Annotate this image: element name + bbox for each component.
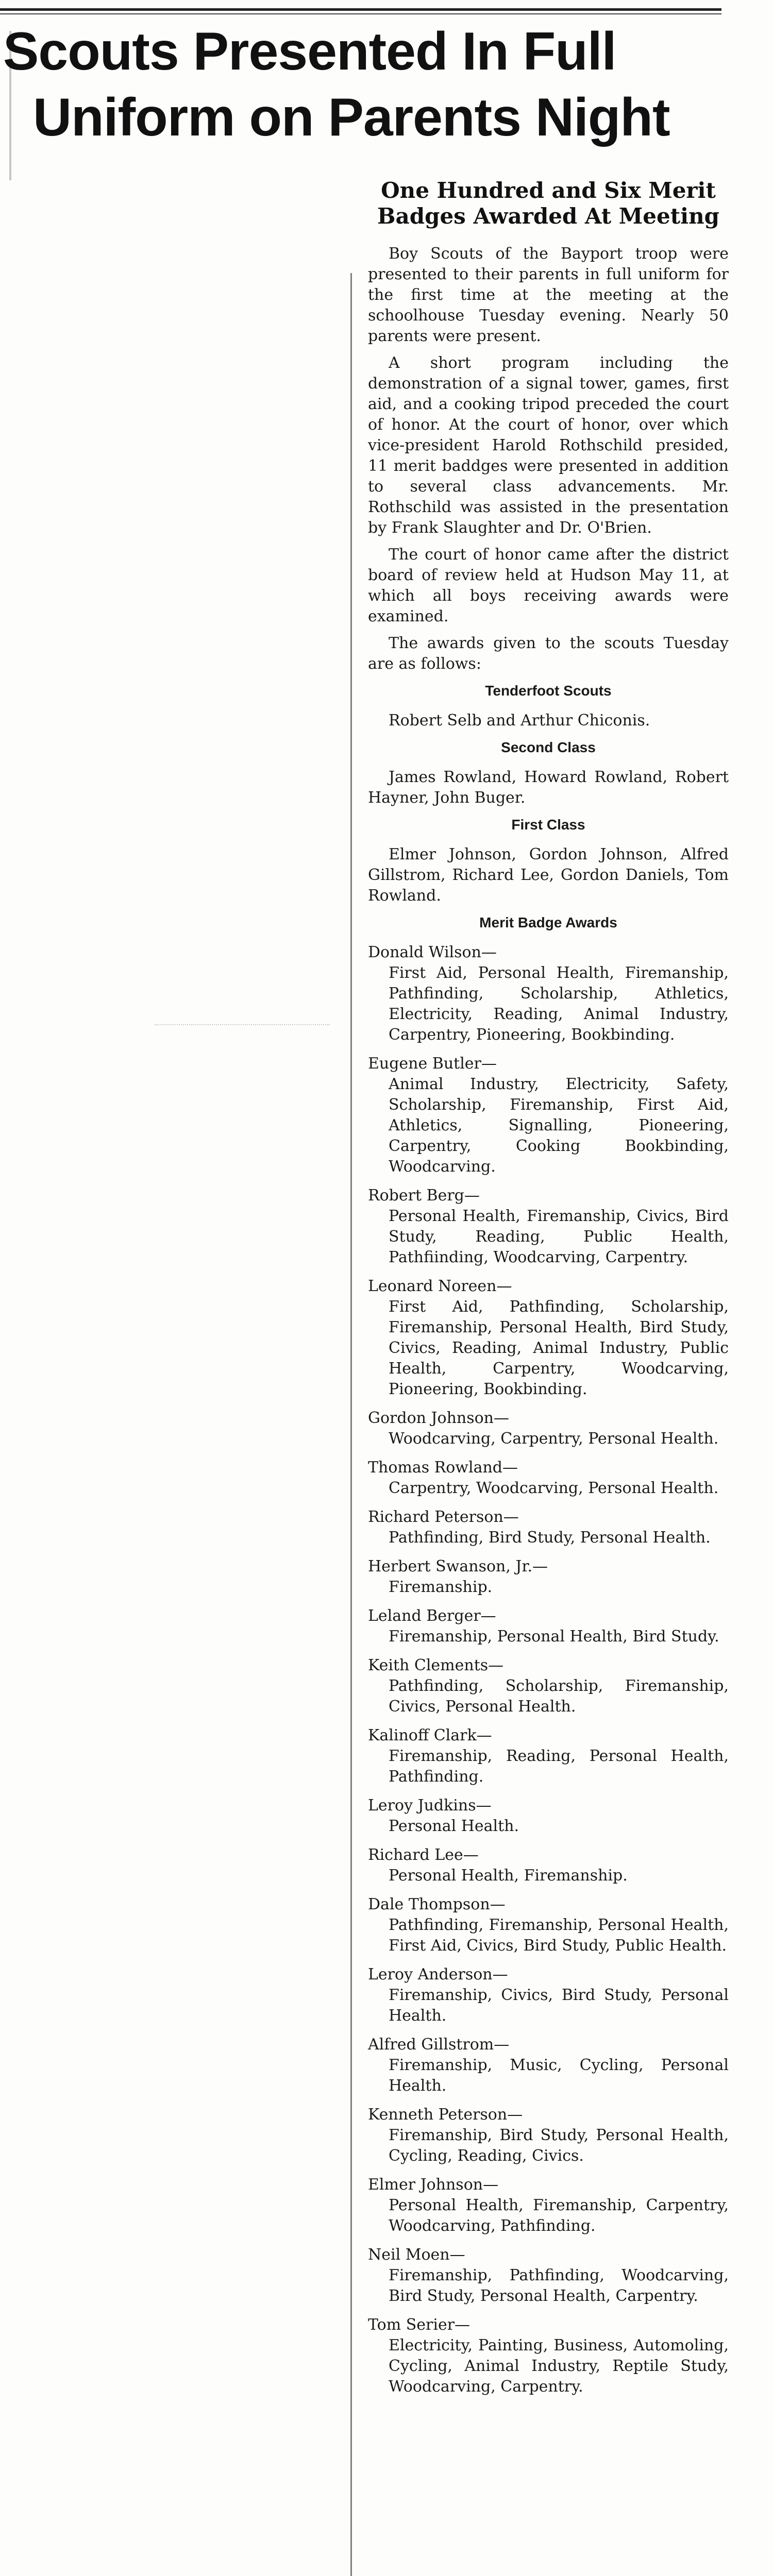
scout-name: Dale Thompson—	[368, 1895, 506, 1913]
scout-name: Richard Lee—	[368, 1846, 479, 1864]
badge-list: Firemanship, Reading, Personal Health, Pathfinding.	[389, 1747, 729, 1786]
scout-name: Leroy Anderson—	[368, 1965, 508, 1984]
merit-award-item	[368, 942, 729, 1045]
scout-name: Leland Berger—	[368, 1607, 496, 1625]
scout-name: Thomas Rowland—	[368, 1459, 518, 1477]
merit-award-item	[368, 2105, 729, 2166]
merit-award-item	[368, 2315, 729, 2397]
merit-award-item	[368, 1845, 729, 1886]
merit-award-item	[368, 1185, 729, 1268]
headline	[3, 19, 725, 150]
badge-list: Firemanship, Bird Study, Personal Health, Cycling, Reading, Civics.	[389, 2126, 729, 2165]
merit-award-item	[368, 1964, 729, 2026]
badge-list: Firemanship.	[389, 1578, 493, 1596]
column-rule	[350, 273, 352, 2576]
top-border-rule	[0, 8, 721, 11]
merit-award-item	[368, 2175, 729, 2236]
scout-name: Kenneth Peterson—	[368, 2106, 523, 2124]
scout-name: Tom Serier—	[368, 2316, 470, 2334]
badge-list: Pathfinding, Bird Study, Personal Health.	[389, 1529, 711, 1547]
scout-name: Donald Wilson—	[368, 943, 497, 961]
badge-list: Personal Health, Firemanship.	[389, 1867, 628, 1885]
badge-list: Animal Industry, Electricity, Safety, Scholarship, Firemanship, First Aid, Athletics, Signalling, Pioneering, Carpentry, Cooking Bookbinding, Woodcarving.	[389, 1075, 729, 1176]
merit-award-item	[368, 1725, 729, 1787]
paragraph-4: The awards given to the scouts Tuesday are as follows:	[368, 634, 729, 673]
merit-award-item	[368, 1606, 729, 1647]
scout-name: Robert Berg—	[368, 1187, 480, 1205]
print-artifact	[155, 1024, 330, 1027]
badge-list: Electricity, Painting, Business, Automoling, Cycling, Animal Industry, Reptile Study, Woodcarving, Carpentry.	[389, 2336, 729, 2396]
scout-name: Gordon Johnson—	[368, 1409, 509, 1427]
badge-list: First Aid, Personal Health, Firemanship, Pathfinding, Scholarship, Athletics, Electricity, Reading, Animal Industry, Carpentry, Pioneering, Bookbinding.	[389, 964, 729, 1044]
badge-list: Woodcarving, Carpentry, Personal Health.	[389, 1430, 719, 1448]
merit-award-item	[368, 1054, 729, 1177]
scout-name: Neil Moen—	[368, 2246, 465, 2264]
section-heading-tenderfoot: Tenderfoot Scouts	[485, 683, 612, 699]
paragraph-2: A short program including the demonstration of a signal tower, games, first aid, and a cooking tripod preceded the court of honor. At the court of honor, over which vice-president Harold Rothschild presided, 11 merit baddges were presented in addition to several class advancements. Mr. Rothschild was assisted in the presentation by Frank Slaughter and Dr. O'Brien.	[368, 354, 729, 537]
badge-list: First Aid, Pathfinding, Scholarship, Firemanship, Personal Health, Bird Study, Civics, Reading, Animal Industry, Public Health, Carpentry, Woodcarving, Pioneering, Bookbinding.	[389, 1298, 729, 1398]
scout-name: Richard Peterson—	[368, 1508, 519, 1526]
badge-list: Firemanship, Pathfinding, Woodcarving, Bird Study, Personal Health, Carpentry.	[389, 2266, 729, 2305]
scout-name: Leroy Judkins—	[368, 1797, 492, 1815]
badge-list: Carpentry, Woodcarving, Personal Health.	[389, 1479, 719, 1497]
scout-name: Elmer Johnson—	[368, 2176, 499, 2194]
scout-name: Eugene Butler—	[368, 1055, 497, 1073]
scout-name: Leonard Noreen—	[368, 1277, 512, 1295]
second-class-names: James Rowland, Howard Rowland, Robert Hayner, John Buger.	[368, 768, 729, 807]
headline-line-2: Uniform on Parents Night	[33, 88, 670, 147]
merit-award-item	[368, 2035, 729, 2096]
merit-award-item	[368, 1556, 729, 1598]
first-class-names: Elmer Johnson, Gordon Johnson, Alfred Gillstrom, Richard Lee, Gordon Daniels, Tom Rowland.	[368, 845, 729, 905]
paragraph-1: Boy Scouts of the Bayport troop were presented to their parents in full uniform for the first time at the meeting at the schoolhouse Tuesday evening. Nearly 50 parents were present.	[368, 245, 729, 345]
merit-award-item	[368, 1655, 729, 1717]
subheadline: One Hundred and Six Merit Badges Awarded At Meeting	[377, 178, 719, 229]
merit-award-item	[368, 1408, 729, 1449]
section-heading-second-class: Second Class	[501, 739, 596, 755]
badge-list: Firemanship, Personal Health, Bird Study.	[389, 1628, 719, 1646]
scout-name: Herbert Swanson, Jr.—	[368, 1557, 548, 1575]
badge-list: Firemanship, Music, Cycling, Personal Health.	[389, 2056, 729, 2095]
merit-award-item	[368, 1458, 729, 1499]
badge-list: Pathfinding, Scholarship, Firemanship, Civics, Personal Health.	[389, 1677, 729, 1716]
paragraph-3: The court of honor came after the district board of review held at Hudson May 11, at which all boys receiving awards were examined.	[368, 546, 729, 625]
badge-list: Personal Health.	[389, 1817, 519, 1835]
merit-award-list	[368, 942, 729, 2397]
headline-line-1: Scouts Presented In Full	[3, 22, 616, 81]
section-heading-merit-badges: Merit Badge Awards	[479, 914, 617, 930]
scout-name: Alfred Gillstrom—	[368, 2036, 510, 2054]
scout-name: Keith Clements—	[368, 1656, 504, 1674]
merit-award-item	[368, 2245, 729, 2307]
badge-list: Firemanship, Civics, Bird Study, Personal Health.	[389, 1986, 729, 2025]
tenderfoot-names: Robert Selb and Arthur Chiconis.	[389, 711, 650, 730]
merit-award-item	[368, 1276, 729, 1400]
article-column	[368, 178, 729, 2405]
badge-list: Pathfinding, Firemanship, Personal Health, First Aid, Civics, Bird Study, Public Health.	[389, 1916, 729, 1955]
merit-award-item	[368, 1894, 729, 1956]
badge-list: Personal Health, Firemanship, Carpentry, Woodcarving, Pathfinding.	[389, 2196, 729, 2235]
merit-award-item	[368, 1507, 729, 1548]
top-border-rule-thin	[0, 13, 721, 14]
section-heading-first-class: First Class	[511, 817, 585, 833]
merit-award-item	[368, 1795, 729, 1837]
scout-name: Kalinoff Clark—	[368, 1726, 492, 1744]
badge-list: Personal Health, Firemanship, Civics, Bird Study, Reading, Public Health, Pathfiinding, Woodcarving, Carpentry.	[389, 1207, 729, 1266]
